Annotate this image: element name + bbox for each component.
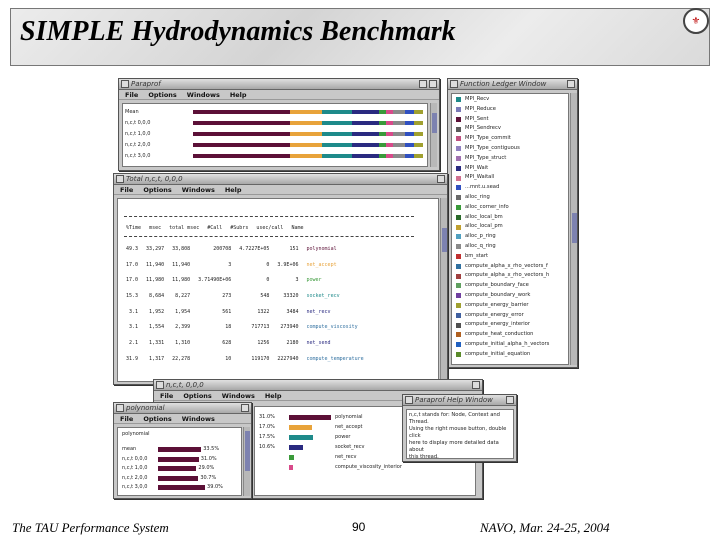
ledger-item-label: compute_energy_barrier: [465, 301, 529, 308]
ledger-item-label: compute_alpha_x_rho_vectors_f: [465, 262, 548, 269]
profile-cell: 1322: [257, 308, 270, 315]
paraprof-bar-segment[interactable]: [405, 154, 414, 158]
profile-cell: 1,310: [175, 339, 191, 346]
paraprof-bar-segment[interactable]: [352, 143, 380, 147]
profile-cell: 628: [222, 339, 232, 346]
paraprof-bar-segment[interactable]: [322, 121, 352, 125]
tau-logo-icon: ⚜: [683, 8, 709, 34]
ledger-item[interactable]: [456, 321, 530, 329]
profile-cell: socket_recv: [306, 292, 340, 299]
bar-name-label: polynomial: [335, 414, 363, 420]
ledger-item-label: alloc_local_pm: [465, 223, 503, 230]
color-swatch-icon: [456, 166, 461, 171]
profile-header-row: [122, 220, 307, 236]
paraprof-bar-segment[interactable]: [379, 121, 386, 125]
help-text-area[interactable]: [406, 409, 514, 459]
color-swatch-icon: [456, 176, 461, 181]
menu-file[interactable]: File: [120, 186, 134, 194]
profile-cell: power: [306, 277, 322, 284]
ledger-item-label: MPI_Sent: [465, 115, 489, 122]
ledger-item[interactable]: [456, 214, 503, 222]
paraprof-bar-row[interactable]: [193, 121, 423, 125]
help-line: this thread.: [409, 454, 439, 460]
polynomial-row-label: n,c,t 1,0,0: [122, 465, 148, 471]
ledger-item-label: alloc_p_ring: [465, 233, 496, 240]
menu-options[interactable]: Options: [183, 392, 212, 400]
profile-row[interactable]: [122, 241, 368, 257]
menu-file[interactable]: File: [120, 415, 134, 423]
profile-cell: 3484: [286, 308, 299, 315]
ledger-item[interactable]: [456, 145, 520, 153]
ledger-item-label: compute_initial_equation: [465, 350, 531, 357]
ledger-item[interactable]: [456, 302, 529, 310]
ledger-item[interactable]: [456, 341, 549, 349]
color-swatch-icon: [456, 352, 461, 357]
paraprof-bar-segment[interactable]: [386, 143, 393, 147]
color-swatch-icon: [456, 283, 461, 288]
ledger-item-label: alloc_q_ring: [465, 243, 496, 249]
bar-percent-label: 17.5%: [259, 434, 275, 440]
color-swatch-icon: [456, 185, 461, 190]
ledger-titlebar[interactable]: [448, 79, 577, 90]
profile-cell: 11,940: [172, 261, 191, 268]
bar-name-label: socket_recv: [335, 444, 365, 450]
ledger-item-label: alloc_corner_info: [465, 203, 509, 210]
help-window[interactable]: [402, 394, 517, 462]
ncts-titlebar[interactable]: [154, 380, 482, 391]
ledger-item[interactable]: [456, 165, 488, 173]
polynomial-bar[interactable]: [158, 447, 201, 452]
ledger-item-label: MPI_Sendrecv: [465, 125, 501, 132]
profile-cell: 11,980: [146, 277, 165, 284]
profile-table-body: [122, 241, 368, 367]
profile-row[interactable]: [122, 335, 368, 351]
menu-options[interactable]: Options: [143, 415, 172, 423]
menu-help[interactable]: Help: [264, 392, 282, 400]
ledger-item-label: MPI_Waitall: [465, 174, 495, 181]
ledger-item[interactable]: [456, 125, 501, 133]
profile-cell: 3: [228, 261, 232, 268]
profile-cell: compute_viscosity: [306, 324, 358, 331]
ledger-item[interactable]: [456, 155, 506, 163]
total-title: Total n,c,t, 0,0,0: [126, 175, 183, 183]
profile-cell: 4.7227E+05: [239, 245, 270, 252]
profile-row[interactable]: [122, 304, 368, 320]
ledger-item[interactable]: [456, 243, 496, 251]
paraprof-bar-segment[interactable]: [414, 132, 423, 136]
paraprof-row-label: n,c,t 0,0,0: [125, 120, 151, 126]
paraprof-bar-segment[interactable]: [393, 154, 405, 158]
paraprof-bar-segment[interactable]: [193, 110, 290, 114]
total-menu: [114, 185, 447, 195]
ledger-item[interactable]: [456, 106, 496, 114]
profile-cell: 200708: [213, 245, 232, 252]
profile-cell: 2,399: [175, 324, 191, 331]
bar-name-label: compute_viscosity_interior: [335, 464, 402, 470]
profile-cell: 17.0: [126, 277, 139, 284]
menu-windows[interactable]: Windows: [221, 392, 255, 400]
ledger-item-label: ...mnt.u.sead: [465, 184, 500, 191]
polynomial-bar[interactable]: [158, 466, 196, 471]
profile-cell: compute_temperature: [306, 355, 364, 362]
ledger-item-label: MPI_Type_struct: [465, 154, 507, 161]
profile-cell: 151: [289, 245, 299, 252]
profile-table: [122, 220, 307, 236]
paraprof-bar-segment[interactable]: [379, 154, 386, 158]
polynomial-bar[interactable]: [158, 485, 205, 490]
paraprof-bar-segment[interactable]: [386, 154, 393, 158]
ledger-item-label: bm_start: [465, 252, 489, 259]
polynomial-bar[interactable]: [158, 457, 199, 462]
profile-cell: 3.9E+06: [277, 261, 299, 268]
paraprof-bar-segment[interactable]: [193, 132, 290, 136]
polynomial-titlebar[interactable]: [114, 403, 251, 414]
ledger-item[interactable]: [456, 174, 494, 182]
ledger-item-label: compute_energy_interior: [465, 321, 530, 328]
paraprof-bar-segment[interactable]: [414, 110, 423, 114]
paraprof-bar-segment[interactable]: [352, 121, 380, 125]
color-swatch-icon: [456, 205, 461, 210]
polynomial-row-label: n,c,t 0,0,0: [122, 455, 148, 462]
color-swatch-icon: [456, 127, 461, 132]
bar-name-label: power: [335, 434, 351, 440]
help-line: here to display more detailed data about: [409, 440, 499, 453]
profile-cell: 15.3: [126, 292, 139, 299]
polynomial-canvas[interactable]: [117, 427, 242, 496]
paraprof-bar-segment[interactable]: [322, 143, 352, 147]
slide-title: SIMPLE Hydrodynamics Benchmark: [20, 16, 456, 47]
profile-cell: net_accept: [306, 261, 337, 268]
profile-cell: 3.1: [129, 324, 139, 331]
profile-cell: 11,940: [146, 261, 165, 268]
ledger-item-label: compute_heat_conduction: [465, 331, 534, 338]
ledger-item-label: MPI_Recv: [465, 96, 490, 102]
bar[interactable]: [289, 445, 303, 450]
profile-cell: 8,684: [149, 292, 165, 299]
ledger-item[interactable]: [456, 233, 496, 241]
paraprof-bar-row[interactable]: [193, 110, 423, 114]
help-titlebar[interactable]: [403, 395, 516, 406]
total-titlebar[interactable]: [114, 174, 447, 185]
color-swatch-icon: [456, 254, 461, 259]
ledger-item-label: compute_energy_error: [465, 311, 524, 318]
ledger-item[interactable]: [456, 292, 530, 300]
paraprof-bar-segment[interactable]: [352, 154, 380, 158]
divider: [124, 216, 414, 217]
menu-help[interactable]: Help: [224, 186, 242, 194]
profile-row[interactable]: [122, 319, 368, 335]
ledger-item[interactable]: [456, 253, 488, 261]
color-swatch-icon: [456, 225, 461, 230]
profile-column-header: total msec: [169, 224, 200, 231]
footer-page-number: 90: [352, 520, 366, 534]
polynomial-menu: [114, 414, 251, 424]
paraprof-bar-segment[interactable]: [379, 110, 386, 114]
paraprof-bar-segment[interactable]: [193, 154, 290, 158]
ledger-title: Function Ledger Window: [460, 80, 547, 88]
paraprof-bar-segment[interactable]: [405, 121, 414, 125]
menu-windows[interactable]: Windows: [186, 91, 220, 99]
paraprof-bar-segment[interactable]: [290, 132, 322, 136]
function-ledger-window[interactable]: [447, 78, 578, 368]
bar[interactable]: [289, 465, 293, 470]
polynomial-percent-label: 31.0%: [200, 455, 217, 462]
help-line: n,c,t stands for: Node, Context and Thread.: [409, 412, 500, 425]
profile-cell: 33,297: [146, 245, 165, 252]
paraprof-bar-segment[interactable]: [290, 121, 322, 125]
menu-windows[interactable]: Windows: [181, 415, 215, 423]
total-text-area[interactable]: [117, 198, 439, 382]
profile-row[interactable]: [122, 351, 368, 367]
bar[interactable]: [289, 415, 331, 420]
menu-windows[interactable]: Windows: [181, 186, 215, 194]
profile-cell: 548: [260, 292, 270, 299]
color-swatch-icon: [456, 342, 461, 347]
ledger-item[interactable]: [456, 116, 489, 124]
bar[interactable]: [289, 435, 313, 440]
color-swatch-icon: [456, 107, 461, 112]
help-title: Paraprof Help Window: [415, 396, 493, 404]
profile-cell: 3.1: [129, 308, 139, 315]
polynomial-header: polynomial: [122, 431, 150, 437]
profile-cell: 2227940: [277, 355, 299, 362]
ledger-item[interactable]: [456, 194, 490, 202]
ncts-title: n,c,t, 0,0,0: [166, 381, 204, 389]
profile-cell: net_recv: [306, 308, 331, 315]
profile-cell: 1,554: [149, 324, 165, 331]
ledger-item-label: alloc_ring: [465, 194, 490, 200]
ledger-item-label: MPI_Reduce: [465, 105, 496, 112]
polynomial-scrollbar[interactable]: [243, 427, 250, 496]
paraprof-bar-segment[interactable]: [414, 121, 423, 125]
paraprof-bar-segment[interactable]: [193, 143, 290, 147]
ledger-item[interactable]: [456, 282, 529, 290]
paraprof-bar-segment[interactable]: [290, 143, 322, 147]
ledger-item[interactable]: [456, 272, 549, 280]
paraprof-bar-segment[interactable]: [393, 143, 405, 147]
profile-column-header: msec: [149, 224, 162, 231]
profile-cell: 33320: [283, 292, 299, 299]
ledger-item-label: compute_boundary_work: [465, 292, 531, 298]
profile-cell: 8,227: [175, 292, 191, 299]
paraprof-row-label: n,c,t 2,0,0: [125, 142, 151, 148]
color-swatch-icon: [456, 313, 461, 318]
profile-cell: 10: [225, 355, 232, 362]
ledger-item[interactable]: [456, 184, 499, 192]
ledger-item-label: MPI_Type_commit: [465, 135, 511, 142]
paraprof-row-label: n,c,t 3,0,0: [125, 153, 151, 159]
paraprof-bar-segment[interactable]: [322, 132, 352, 136]
profile-cell: 119170: [251, 355, 270, 362]
profile-cell: 3: [295, 277, 299, 284]
profile-cell: 561: [222, 308, 232, 315]
polynomial-row-label: n,c,t 2,0,0: [122, 474, 148, 481]
paraprof-row-label: n,c,t 1,0,0: [125, 131, 151, 137]
paraprof-row-label: Mean: [125, 109, 139, 115]
color-swatch-icon: [456, 332, 461, 337]
paraprof-bar-segment[interactable]: [393, 132, 405, 136]
ledger-item-label: compute_initial_alpha_h_vectors: [465, 341, 550, 347]
ledger-item-label: compute_boundary_face: [465, 282, 529, 289]
profile-row[interactable]: [122, 272, 368, 288]
paraprof-bar-segment[interactable]: [393, 121, 405, 125]
color-swatch-icon: [456, 156, 461, 161]
profile-cell: 18: [225, 324, 232, 331]
ledger-item[interactable]: [456, 96, 489, 104]
bar[interactable]: [289, 455, 294, 460]
profile-cell: 17.0: [126, 261, 139, 268]
paraprof-title: Paraprof: [131, 80, 161, 88]
color-swatch-icon: [456, 195, 461, 200]
total-scrollbar[interactable]: [440, 198, 447, 382]
profile-cell: 33,808: [172, 245, 191, 252]
polynomial-title: polynomial: [126, 404, 165, 412]
profile-column-header: Name: [291, 224, 304, 231]
paraprof-bar-segment[interactable]: [386, 110, 393, 114]
menu-help[interactable]: Help: [229, 91, 247, 99]
profile-cell: 1256: [257, 339, 270, 346]
paraprof-bar-segment[interactable]: [414, 154, 423, 158]
menu-file[interactable]: File: [160, 392, 174, 400]
paraprof-bar-segment[interactable]: [405, 143, 414, 147]
profile-column-header: #Call: [207, 224, 223, 231]
color-swatch-icon: [456, 293, 461, 298]
polynomial-bar[interactable]: [158, 476, 198, 481]
ledger-item-label: MPI_Wait: [465, 164, 489, 171]
ledger-item[interactable]: [456, 135, 511, 143]
color-swatch-icon: [456, 146, 461, 151]
profile-column-header: #Subrs: [230, 224, 249, 231]
paraprof-bar-segment[interactable]: [405, 132, 414, 136]
total-window[interactable]: [113, 173, 448, 385]
bar-percent-label: 17.0%: [259, 424, 275, 430]
paraprof-bar-segment[interactable]: [393, 110, 405, 114]
profile-row[interactable]: [122, 288, 368, 304]
menu-file[interactable]: File: [125, 91, 139, 99]
paraprof-bar-segment[interactable]: [193, 121, 290, 125]
paraprof-window[interactable]: [118, 78, 440, 171]
ledger-item-label: compute_alpha_x_rho_vectors_h: [465, 272, 550, 279]
paraprof-bar-row[interactable]: [193, 143, 423, 147]
profile-cell: 49.3: [126, 245, 139, 252]
paraprof-bar-segment[interactable]: [290, 110, 322, 114]
paraprof-bar-segment[interactable]: [405, 110, 414, 114]
ledger-item-label: MPI_Type_contiguous: [465, 145, 520, 151]
paraprof-bar-segment[interactable]: [290, 154, 322, 158]
profile-column-header: usec/call: [256, 224, 284, 231]
paraprof-bar-row[interactable]: [193, 154, 423, 158]
paraprof-bar-segment[interactable]: [352, 132, 380, 136]
polynomial-row-label: n,c,t 3,0,0: [122, 484, 148, 490]
bar[interactable]: [289, 425, 312, 430]
ledger-scrollbar[interactable]: [570, 93, 577, 365]
ledger-item[interactable]: [456, 351, 530, 359]
ledger-item[interactable]: [456, 204, 509, 212]
profile-cell: net_send: [306, 339, 331, 346]
profile-cell: 11,980: [172, 277, 191, 284]
color-swatch-icon: [456, 244, 461, 249]
color-swatch-icon: [456, 323, 461, 328]
ledger-item[interactable]: [456, 223, 503, 231]
profile-row[interactable]: [122, 257, 368, 273]
paraprof-bar-segment[interactable]: [386, 132, 393, 136]
color-swatch-icon: [456, 136, 461, 141]
profile-cell: 3.71490E+06: [198, 277, 232, 284]
footer-right: NAVO, Mar. 24-25, 2004: [480, 520, 610, 535]
polynomial-percent-label: 29.0%: [198, 465, 215, 471]
paraprof-bar-segment[interactable]: [322, 110, 352, 114]
divider: [124, 236, 414, 237]
polynomial-percent-label: 39.0%: [207, 484, 223, 490]
profile-cell: 1,331: [149, 339, 165, 346]
polynomial-percent-label: 30.7%: [200, 474, 217, 481]
profile-cell: 2.1: [129, 339, 139, 346]
polynomial-window[interactable]: [113, 402, 252, 499]
profile-cell: 0: [266, 277, 270, 284]
paraprof-bar-segment[interactable]: [379, 143, 386, 147]
color-swatch-icon: [456, 117, 461, 122]
paraprof-bar-segment[interactable]: [322, 154, 352, 158]
ledger-item[interactable]: [456, 312, 524, 320]
color-swatch-icon: [456, 215, 461, 220]
profile-column-header: %Time: [126, 224, 142, 231]
paraprof-titlebar[interactable]: [119, 79, 439, 90]
profile-cell: 1,317: [149, 355, 165, 362]
ledger-item-label: alloc_local_bm: [465, 213, 503, 220]
bar-name-label: net_recv: [335, 454, 357, 460]
ledger-item[interactable]: [456, 331, 533, 339]
profile-cell: 1,952: [149, 308, 165, 315]
profile-cell: 273: [222, 292, 232, 299]
color-swatch-icon: [456, 264, 461, 269]
profile-cell: 31.9: [126, 355, 139, 362]
bar-name-label: net_accept: [335, 424, 363, 430]
bar-percent-label: 31.0%: [259, 414, 275, 420]
paraprof-bar-row[interactable]: [193, 132, 423, 136]
ledger-item[interactable]: [456, 263, 548, 271]
bar-percent-label: 10.6%: [259, 444, 275, 450]
color-swatch-icon: [456, 234, 461, 239]
help-line: Using the right mouse button, double click: [409, 426, 507, 439]
profile-cell: 273940: [280, 324, 299, 331]
polynomial-row-label: mean: [122, 446, 137, 452]
color-swatch-icon: [456, 97, 461, 102]
profile-cell: 1,954: [175, 308, 191, 315]
paraprof-bar-segment[interactable]: [352, 110, 380, 114]
profile-cell: polynomial: [306, 245, 337, 252]
paraprof-menu: [119, 90, 439, 100]
profile-cell: 22,278: [172, 355, 191, 362]
menu-options[interactable]: Options: [143, 186, 172, 194]
footer-left: The TAU Performance System: [12, 520, 169, 535]
paraprof-canvas[interactable]: [122, 103, 428, 167]
polynomial-percent-label: 33.5%: [203, 446, 220, 452]
ledger-list[interactable]: [451, 93, 569, 365]
paraprof-bar-segment[interactable]: [414, 143, 423, 147]
color-swatch-icon: [456, 274, 461, 279]
profile-cell: 0: [266, 261, 270, 268]
color-swatch-icon: [456, 303, 461, 308]
paraprof-bar-segment[interactable]: [379, 132, 386, 136]
paraprof-scrollbar[interactable]: [430, 103, 437, 167]
paraprof-bar-segment[interactable]: [386, 121, 393, 125]
profile-cell: 2180: [286, 339, 299, 346]
menu-options[interactable]: Options: [148, 91, 177, 99]
profile-cell: 717713: [251, 324, 270, 331]
